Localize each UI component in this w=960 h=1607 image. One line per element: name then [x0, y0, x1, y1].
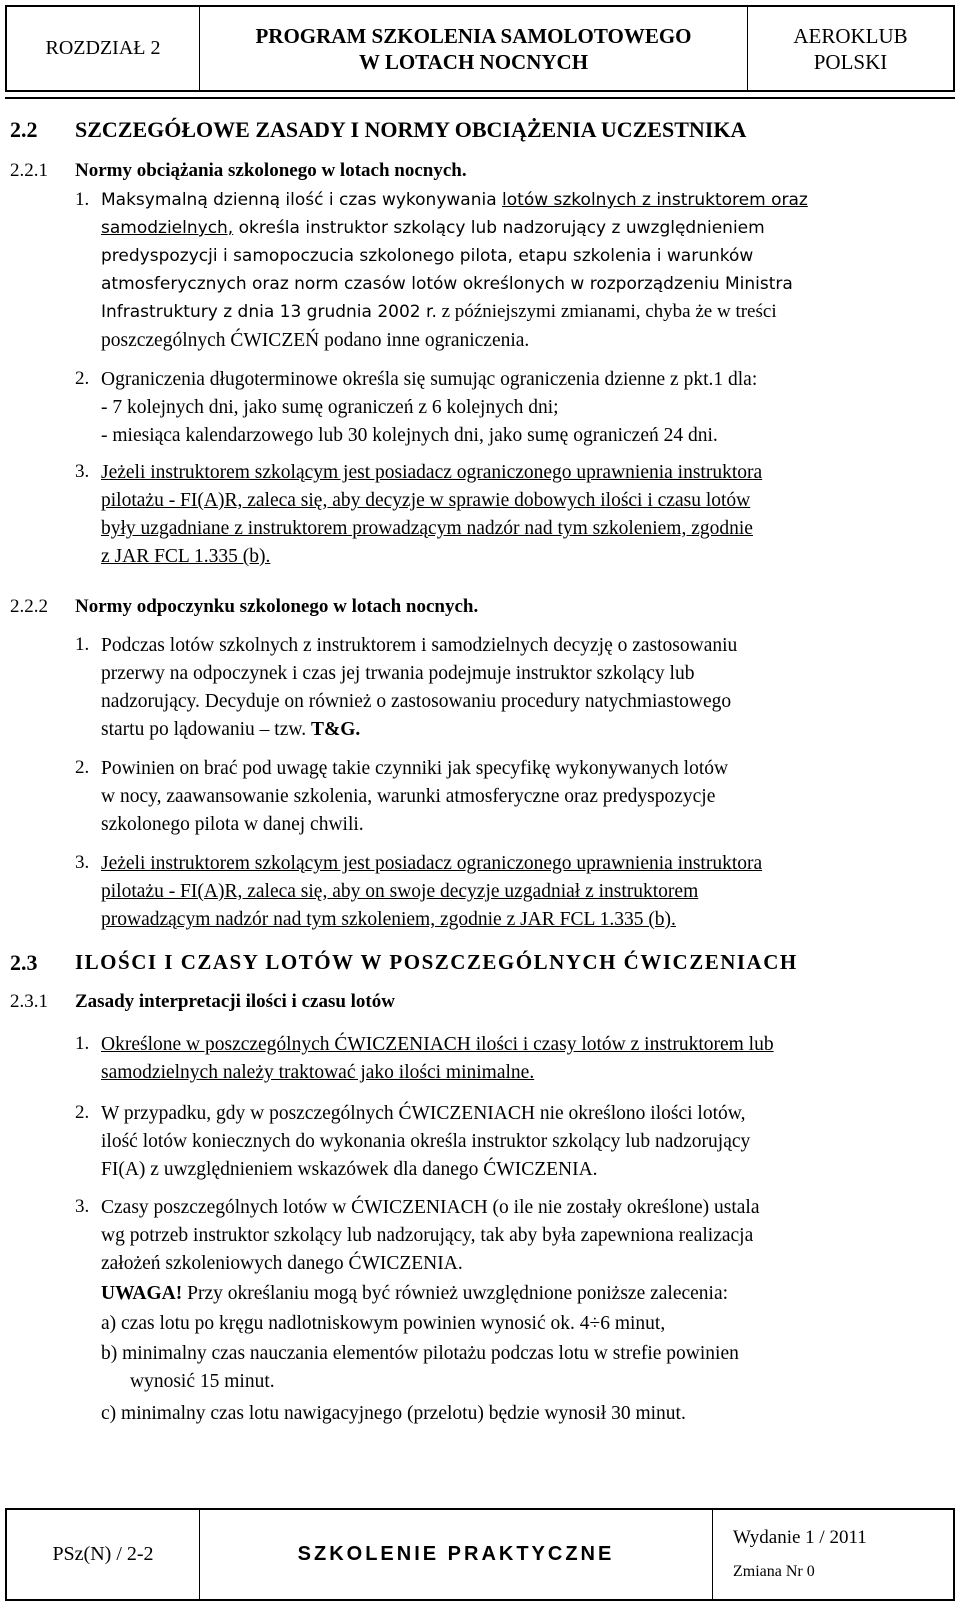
list-number: 3.	[75, 852, 90, 873]
text-run: z późniejszymi zmianami, chyba że w treści	[436, 301, 777, 322]
list-number: 2.	[75, 1102, 90, 1123]
note-label: UWAGA!	[101, 1283, 183, 1304]
change-label: Zmiana Nr 0	[733, 1562, 815, 1580]
document-title-line2: W LOTACH NOCNYCH	[358, 49, 589, 74]
note-item-c: c) minimalny czas lotu nawigacyjnego (przelotu) będzie wynosił 30 minut.	[101, 1403, 686, 1424]
paragraph-line: Jeżeli instruktorem szkolącym jest posiadacz ograniczonego uprawnienia instruktora	[101, 462, 763, 483]
paragraph-line: Podczas lotów szkolnych z instruktorem i samodzielnych decyzję o zastosowaniu	[101, 635, 738, 656]
paragraph-line: założeń szkoleniowych danego ĆWICZENIA.	[101, 1253, 463, 1274]
organization-line1: AEROKLUB	[793, 23, 908, 48]
paragraph-line: Określone w poszczególnych ĆWICZENIACH ilości i czasy lotów z instruktorem lub	[101, 1034, 774, 1055]
paragraph-line: w nocy, zaawansowanie szkolenia, warunki atmosferyczne oraz predyspozycje	[101, 786, 716, 807]
list-number: 1.	[75, 189, 90, 210]
header-divider	[5, 97, 955, 99]
paragraph-line: atmosferycznych oraz norm czasów lotów określonych w rozporządzeniu Ministra	[101, 274, 793, 294]
underlined-text: samodzielnych,	[101, 218, 234, 238]
paragraph-line: poszczególnych ĆWICZEŃ podano inne ograniczenia.	[101, 330, 530, 351]
paragraph-line	[101, 716, 360, 744]
paragraph-line: predyspozycji i samopoczucia szkolonego pilota, etapu szkolenia i warunków	[101, 246, 754, 266]
section-2-2-number: 2.2	[10, 117, 38, 142]
document-title-line1: PROGRAM SZKOLENIA SAMOLOTOWEGO	[255, 23, 692, 48]
edition-label: Wydanie 1 / 2011	[733, 1526, 867, 1548]
note-line	[101, 1280, 728, 1308]
list-number: 1.	[75, 1033, 90, 1054]
paragraph-line: - miesiąca kalendarzowego lub 30 kolejnych dni, jako sumę ograniczeń 24 dni.	[101, 425, 718, 446]
document-title	[200, 7, 748, 90]
text-run: Przy określaniu mogą być również uwzględnione poniższe zalecenia:	[182, 1283, 729, 1304]
text-run: określa instruktor szkolący lub nadzorujący z uwzględnieniem	[233, 218, 765, 238]
paragraph-line: Jeżeli instruktorem szkolącym jest posiadacz ograniczonego uprawnienia instruktora	[101, 853, 763, 874]
footer-section-title: SZKOLENIE PRAKTYCZNE	[200, 1510, 713, 1599]
list-number: 3.	[75, 461, 90, 482]
organization-line2: POLSKI	[813, 49, 888, 74]
paragraph-line: nadzorujący. Decyduje on również o zastosowaniu procedury natychmiastowego	[101, 691, 732, 712]
list-number: 2.	[75, 757, 90, 778]
section-2-3-1-title: Zasady interpretacji ilości i czasu lotów	[75, 991, 395, 1012]
paragraph-line: samodzielnych należy traktować jako ilości minimalne.	[101, 1062, 535, 1083]
chapter-label: ROZDZIAŁ 2	[7, 7, 200, 90]
section-2-2-2-title: Normy odpoczynku szkolonego w lotach nocnych.	[75, 596, 479, 617]
edition-info	[713, 1510, 953, 1599]
section-2-2-2-number: 2.2.2	[10, 596, 48, 617]
paragraph-line	[101, 186, 808, 215]
paragraph-line: Powinien on brać pod uwagę takie czynniki jak specyfikę wykonywanych lotów	[101, 758, 729, 779]
paragraph-line: prowadzącym nadzór nad tym szkoleniem, zgodnie z JAR FCL 1.335 (b).	[101, 909, 676, 930]
page-footer	[5, 1508, 955, 1601]
list-number: 2.	[75, 368, 90, 389]
paragraph-line	[101, 214, 765, 243]
paragraph-line	[101, 298, 777, 327]
page-header	[5, 5, 955, 92]
text-run: Infrastruktury z dnia 13 grudnia 2002 r.	[101, 302, 437, 322]
paragraph-line: - 7 kolejnych dni, jako sumę ograniczeń z 6 kolejnych dni;	[101, 397, 559, 418]
paragraph-line: szkolonego pilota w danej chwili.	[101, 814, 364, 835]
paragraph-line: Czasy poszczególnych lotów w ĆWICZENIACH (o ile nie zostały określone) ustala	[101, 1197, 760, 1218]
paragraph-line: z JAR FCL 1.335 (b).	[101, 546, 271, 567]
paragraph-line: Ograniczenia długoterminowe określa się sumując ograniczenia dzienne z pkt.1 dla:	[101, 369, 758, 390]
paragraph-line: wg potrzeb instruktor szkolący lub nadzorujący, tak aby była zapewniona realizacja	[101, 1225, 754, 1246]
document-code: PSz(N) / 2-2	[7, 1510, 200, 1599]
paragraph-line: pilotażu - FI(A)R, zaleca się, aby on swoje decyzje uzgadniał z instruktorem	[101, 881, 699, 902]
paragraph-line: przerwy na odpoczynek i czas jej trwania podejmuje instruktor szkolący lub	[101, 663, 695, 684]
underlined-text: lotów szkolnych z instruktorem oraz	[502, 190, 808, 210]
section-2-3-number: 2.3	[10, 950, 38, 975]
paragraph-line: FI(A) z uwzględnieniem wskazówek dla danego ĆWICZENIA.	[101, 1159, 598, 1180]
section-2-2-1-title: Normy obciążania szkolonego w lotach nocnych.	[75, 160, 467, 181]
paragraph-line: pilotażu - FI(A)R, zaleca się, aby decyzje w sprawie dobowych ilości i czasu lotów	[101, 490, 751, 511]
list-number: 1.	[75, 634, 90, 655]
organization-name	[748, 7, 953, 90]
paragraph-line: były uzgadniane z instruktorem prowadzącym nadzór nad tym szkoleniem, zgodnie	[101, 518, 753, 539]
section-2-3-title: ILOŚCI I CZASY LOTÓW W POSZCZEGÓLNYCH ĆWICZENIACH	[75, 950, 798, 974]
section-2-3-1-number: 2.3.1	[10, 991, 48, 1012]
bold-text: T&G.	[310, 719, 361, 740]
note-item-a: a) czas lotu po kręgu nadlotniskowym powinien wynosić ok. 4÷6 minut,	[101, 1313, 666, 1334]
section-2-2-title: SZCZEGÓŁOWE ZASADY I NORMY OBCIĄŻENIA UCZESTNIKA	[75, 117, 747, 142]
note-item-b: b) minimalny czas nauczania elementów pilotażu podczas lotu w strefie powinien	[101, 1343, 739, 1364]
note-item-b-continued: wynosić 15 minut.	[130, 1371, 275, 1392]
text-run: Maksymalną dzienną ilość i czas wykonywania	[101, 190, 503, 210]
text-run: startu po lądowaniu – tzw.	[101, 719, 311, 740]
paragraph-line: ilość lotów koniecznych do wykonania określa instruktor szkolący lub nadzorujący	[101, 1131, 751, 1152]
list-number: 3.	[75, 1196, 90, 1217]
paragraph-line: W przypadku, gdy w poszczególnych ĆWICZENIACH nie określono ilości lotów,	[101, 1103, 746, 1124]
section-2-2-1-number: 2.2.1	[10, 160, 48, 181]
